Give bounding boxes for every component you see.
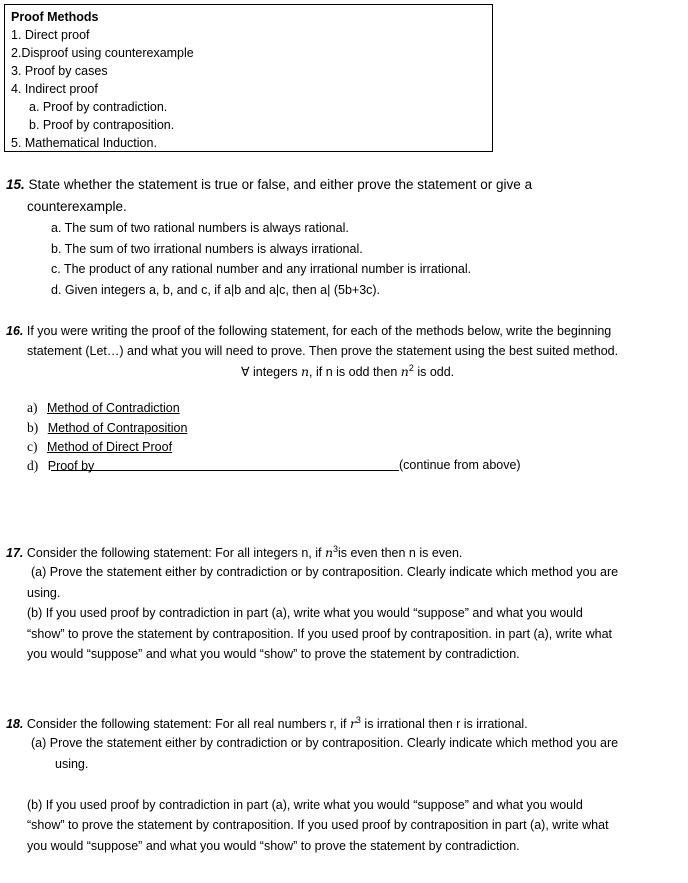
- q16-method-c: c) Method of Direct Proof: [27, 439, 173, 454]
- method-item: 5. Mathematical Induction.: [11, 136, 157, 150]
- method-item: 2.Disproof using counterexample: [11, 46, 194, 60]
- q15-part-d: d. Given integers a, b, and c, if a|b and a|c, then a| (5b+3c).: [51, 283, 381, 297]
- proof-methods-box: [4, 4, 493, 152]
- q16-text-2: statement (Let…) and what you will need to prove. Then prove the statement using the best suited method.: [27, 344, 619, 358]
- proof-by-blank-line: [51, 470, 399, 471]
- q17-line1: 17. Consider the following statement: For all integers n, if $n^3is$ even then n is even.: [6, 544, 463, 561]
- q18-line1: 18. Consider the following statement: For all real numbers r, if $r^3$ is irrational then r is irrational.: [6, 715, 528, 732]
- q17-part-b-3: you would “suppose” and what you would “show” to prove the statement by contradiction.: [27, 647, 520, 661]
- method-subitem: b. Proof by contraposition.: [29, 118, 175, 132]
- q18-part-a-1: (a) Prove the statement either by contradiction or by contraposition. Clearly indicate which method you are: [31, 736, 619, 750]
- method-item: 3. Proof by cases: [11, 64, 108, 78]
- q15-number: 15.: [6, 177, 25, 192]
- q16-number: 16.: [6, 324, 24, 338]
- q15-text-1: State whether the statement is true or false, and either prove the statement or give a: [28, 177, 533, 192]
- q15-part-a: a. The sum of two rational numbers is always rational.: [51, 221, 349, 235]
- q16-text-1: If you were writing the proof of the following statement, for each of the methods below, write the beginning: [26, 324, 612, 338]
- q17-part-a-1: (a) Prove the statement either by contradiction or by contraposition. Clearly indicate which method you are: [31, 565, 619, 579]
- q17-part-b-1: (b) If you used proof by contradiction in part (a), write what you would “suppose” and what you would: [27, 606, 583, 620]
- proof-methods-title: Proof Methods: [11, 10, 99, 24]
- method-item: 4. Indirect proof: [11, 82, 98, 96]
- q17-number: 17.: [6, 546, 24, 561]
- q16-line1: [6, 324, 611, 338]
- q18-part-b-3: you would “suppose” and what you would “show” to prove the statement by contradiction.: [27, 839, 520, 853]
- q15-line1: [6, 177, 532, 192]
- q16-statement: ∀ integers n, if n is odd then $n^2$ is odd.: [241, 363, 455, 380]
- q17-part-a-2: using.: [27, 586, 61, 600]
- q18-part-a-2: using.: [55, 757, 89, 771]
- q15-text-2: counterexample.: [27, 199, 127, 214]
- q16-continue-note: (continue from above): [399, 458, 521, 472]
- q16-method-b: b) Method of Contraposition: [27, 420, 188, 435]
- q17-part-b-2: “show” to prove the statement by contraposition. If you used proof by contraposition. in part (a), write what: [27, 627, 613, 641]
- q15-part-b: b. The sum of two irrational numbers is always irrational.: [51, 242, 363, 256]
- q15-part-c: c. The product of any rational number and any irrational number is irrational.: [51, 262, 472, 276]
- q16-method-a: a) Method of Contradiction: [27, 400, 180, 415]
- q16-method-d: d) Proof by: [27, 458, 95, 473]
- method-item: 1. Direct proof: [11, 28, 90, 42]
- method-subitem: a. Proof by contradiction.: [29, 100, 168, 114]
- q18-part-b-2: “show” to prove the statement by contraposition. If you used proof by contraposition in part (a), write what: [27, 818, 609, 832]
- q18-part-b-1: (b) If you used proof by contradiction in part (a), write what you would “suppose” and what you would: [27, 798, 583, 812]
- q18-number: 18.: [6, 717, 24, 732]
